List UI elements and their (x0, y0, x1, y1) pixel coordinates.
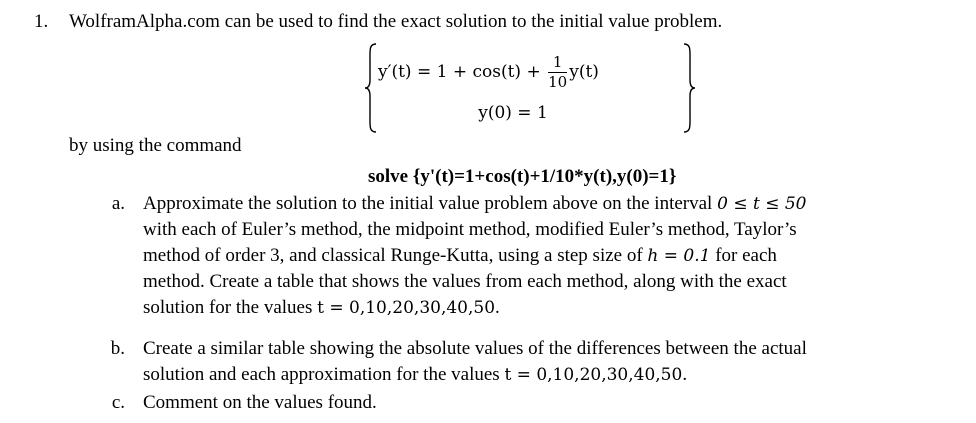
ode-equation (378, 55, 599, 90)
t-values-math: t = 0,10,20,30,40,50 (504, 365, 683, 385)
ode-lhs: y′(t) (378, 62, 412, 82)
fraction-numerator: 1 (548, 55, 567, 73)
part-a-label: a. (111, 193, 125, 214)
t-values-math: t = 0,10,20,30,40,50 (317, 298, 496, 318)
initial-condition: y(0) = 1 (478, 103, 548, 123)
part-a-line-4: method. Create a table that shows the values from each method, along with the exact (143, 271, 787, 292)
left-brace (364, 42, 378, 134)
step-size-math: h = 0.1 (647, 246, 711, 266)
right-brace (682, 42, 696, 134)
part-b-label: b. (110, 338, 125, 359)
ode-rhs-start: 1 + cos(t) + (436, 62, 541, 82)
part-a-line-2: with each of Euler’s method, the midpoint method, modified Euler’s method, Taylor’s (143, 219, 797, 240)
part-a-line-3 (143, 245, 777, 267)
part-b-text: solution and each approximation for the values (143, 364, 505, 385)
problem-intro: WolframAlpha.com can be used to find the exact solution to the initial value problem. (69, 11, 723, 32)
part-a-line-1 (143, 193, 806, 215)
fraction-denominator: 10 (548, 73, 568, 91)
fraction (548, 55, 567, 90)
interval-math: 0 ≤ t ≤ 50 (717, 194, 807, 214)
part-a-text: Approximate the solution to the initial value problem above on the interval (143, 193, 718, 214)
part-c-line-1: Comment on the values found. (143, 392, 377, 413)
part-a-text: for each (710, 245, 777, 266)
wolfram-command: solve {y'(t)=1+cos(t)+1/10*y(t),y(0)=1} (368, 166, 677, 187)
problem-number: 1. (34, 11, 49, 32)
part-a-text: solution for the values (143, 297, 318, 318)
part-a-line-5 (143, 297, 500, 319)
part-a-text: . (495, 297, 500, 318)
ode-equals: = (416, 62, 432, 82)
part-b-line-2 (143, 364, 687, 386)
part-b-line-1: Create a similar table showing the absolute values of the differences between the actual (143, 338, 807, 359)
ode-rhs-end: y(t) (569, 62, 599, 82)
part-c-label: c. (111, 392, 125, 413)
by-using-text: by using the command (69, 135, 242, 156)
part-b-text: . (682, 364, 688, 385)
part-a-text: method of order 3, and classical Runge-Kutta, using a step size of (143, 245, 648, 266)
